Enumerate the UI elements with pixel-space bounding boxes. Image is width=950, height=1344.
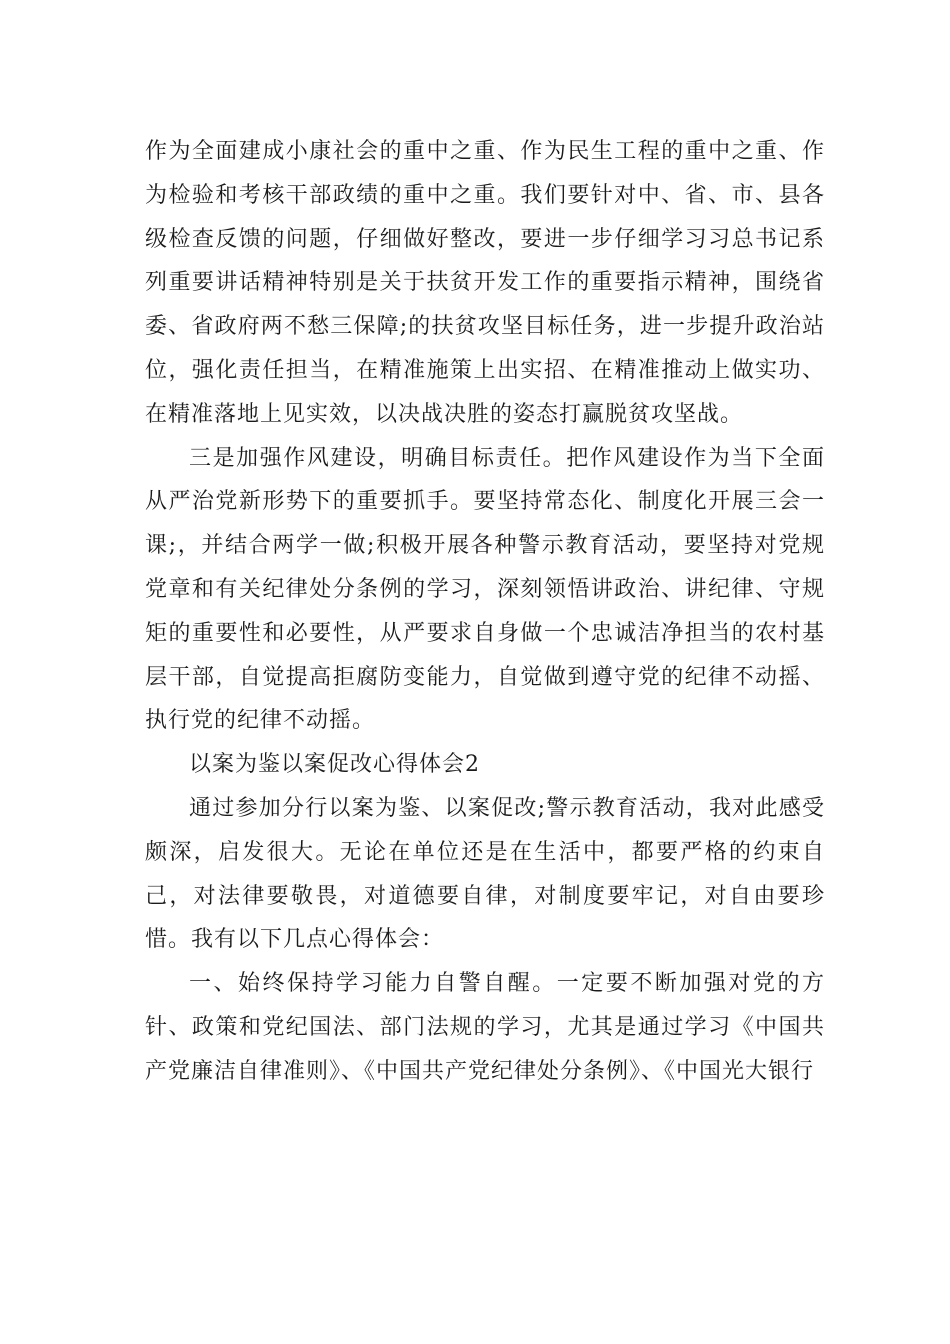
paragraph-continuation: 作为全面建成小康社会的重中之重、作为民生工程的重中之重、作为检验和考核干部政绩的重中之重。我们要针对中、省、市、县各级检查反馈的问题，仔细做好整改，要进一步仔细学习习总书记系列重要讲话精神特别是关于扶贫开发工作的重要指示精神，围绕省委、省政府两不愁三保障;的扶贫攻坚目标任务，进一步提升政治站位，强化责任担当，在精准施策上出实招、在精准推动上做实功、在精准落地上见实效，以决战决胜的姿态打赢脱贫攻坚战。 <box>145 139 825 427</box>
section-heading: 以案为鉴以案促改心得体会2 <box>189 752 480 778</box>
paragraph-point-one: 一、始终保持学习能力自警自醒。一定要不断加强对党的方针、政策和党纪国法、部门法规的学习，尤其是通过学习《中国共产党廉洁自律准则》、《中国共产党纪律处分条例》、《中国光大银行 <box>145 971 825 1084</box>
document-body <box>145 130 825 1094</box>
paragraph-intro: 通过参加分行以案为鉴、以案促改;警示教育活动，我对此感受颇深，启发很大。无论在单位还是在生活中，都要严格的约束自己，对法律要敬畏，对道德要自律，对制度要牢记，对自由要珍惜。我有以下几点心得体会： <box>145 795 825 953</box>
paragraph-work-style: 三是加强作风建设，明确目标责任。把作风建设作为当下全面从严治党新形势下的重要抓手。要坚持常态化、制度化开展三会一课;，并结合两学一做;积极开展各种警示教育活动，要坚持对党规党章和有关纪律处分条例的学习，深刻领悟讲政治、讲纪律、守规矩的重要性和必要性，从严要求自身做一个忠诚洁净担当的农村基层干部，自觉提高拒腐防变能力，自觉做到遵守党的纪律不动摇、执行党的纪律不动摇。 <box>145 445 825 734</box>
